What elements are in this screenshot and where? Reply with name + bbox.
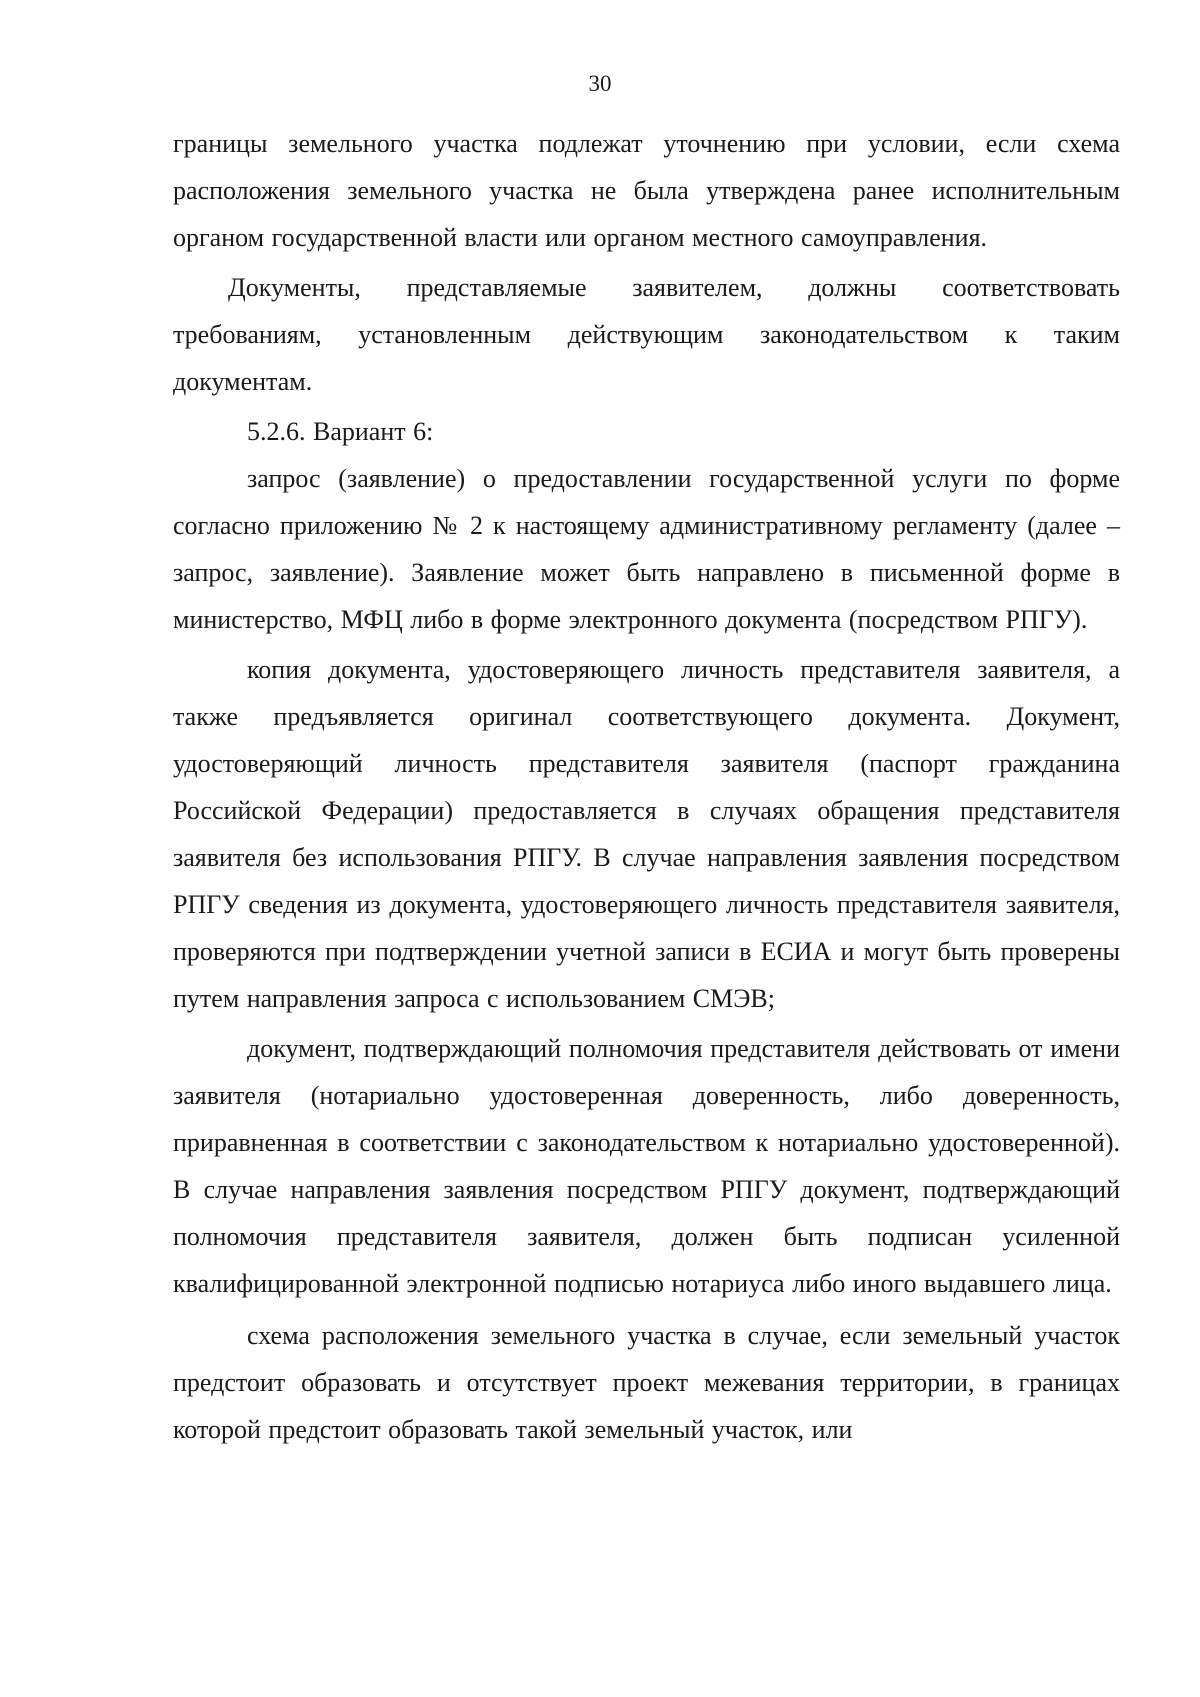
page-number: 30	[588, 71, 612, 96]
paragraph-power-of-attorney: документ, подтверждающий полномочия представителя действовать от имени заявителя (нотариально удостоверенная доверенность, либо доверенность, приравненная в соответствии с законодательством к нотариально удостоверенной). В случае направления заявления посредством РПГУ документ, подтверждающий полномочия представителя заявителя, должен быть подписан усиленной квалифицированной электронной подписью нотариуса либо иного выдавшего лица.	[173, 1034, 1120, 1298]
document-body	[173, 120, 1120, 1453]
paragraph-documents-requirements: Документы, представляемые заявителем, должны соответствовать требованиям, установленным действующим законодательством к таким документам.	[173, 273, 1120, 396]
paragraph-identity-document: копия документа, удостоверяющего личность представителя заявителя, а также предъявляется оригинал соответствующего документа. Документ, удостоверяющий личность представителя заявителя (паспорт гражданина Российской Федерации) предоставляется в случаях обращения представителя заявителя без использования РПГУ. В случае направления заявления посредством РПГУ сведения из документа, удостоверяющего личность представителя заявителя, проверяются при подтверждении учетной записи в ЕСИА и могут быть проверены путем направления запроса с использованием СМЭВ;	[173, 655, 1120, 1013]
section-heading-variant-6: 5.2.6. Вариант 6:	[247, 417, 434, 446]
paragraph-land-plot-scheme: схема расположения земельного участка в случае, если земельный участок предстоит образовать и отсутствует проект межевания территории, в границах которой предстоит образовать такой земельный участок, или	[173, 1321, 1120, 1444]
paragraph-request-form: запрос (заявление) о предоставлении государственной услуги по форме согласно приложению № 2 к настоящему административному регламенту (далее – запрос, заявление). Заявление может быть направлено в письменной форме в министерство, МФЦ либо в форме электронного документа (посредством РПГУ).	[173, 464, 1120, 634]
paragraph-continuation: границы земельного участка подлежат уточнению при условии, если схема расположения земельного участка не была утверждена ранее исполнительным органом государственной власти или органом местного самоуправления.	[173, 129, 1120, 252]
